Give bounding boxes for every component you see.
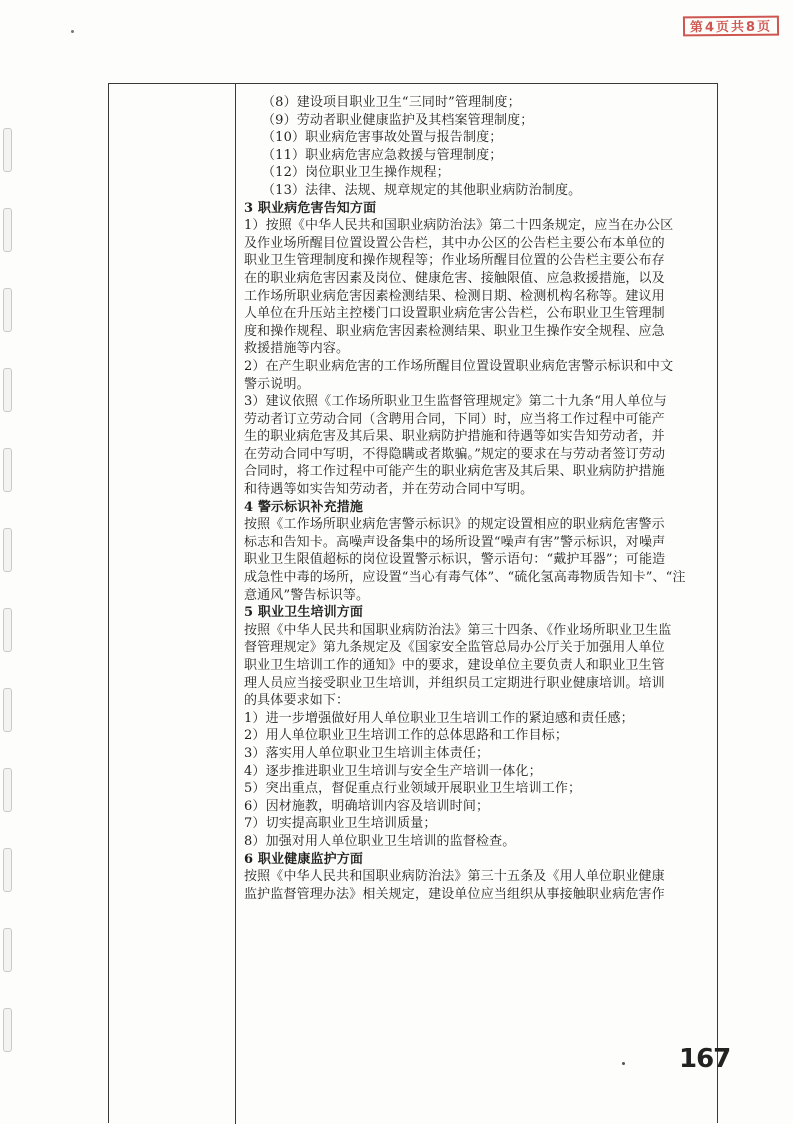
binding-hole (3, 928, 12, 972)
list-item: 3）落实用人单位职业卫生培训主体责任； (244, 745, 490, 761)
binding-hole (3, 368, 12, 412)
binding-hole (3, 128, 12, 172)
binding-hole (3, 608, 12, 652)
paragraph-line: 意通风”警告标识等。 (244, 587, 370, 603)
section-heading: 3 职业病危害告知方面 (244, 200, 377, 216)
paragraph-line: 的具体要求如下： (244, 693, 350, 709)
scan-speck (71, 30, 74, 33)
paragraph-line: 及作业场所醒目位置设置公告栏，其中办公区的公告栏主要公布本单位的 (244, 235, 665, 251)
paragraph-line: 监护监督管理办法》相关规定，建设单位应当组织从事接触职业病危害作 (244, 886, 665, 902)
paragraph-line: 工作场所职业病危害因素检测结果、检测日期、检测机构名称等。建议用 (244, 288, 665, 304)
section-heading: 5 职业卫生培训方面 (244, 605, 364, 621)
list-item: （8）建设项目职业卫生“三同时”管理制度； (262, 95, 521, 110)
section-heading: 4 警示标识补充措施 (244, 499, 364, 515)
paragraph-line: 职业卫生培训工作的通知》中的要求，建设单位主要负责人和职业卫生管 (244, 658, 665, 673)
binding-hole (3, 848, 12, 892)
list-item: （13）法律、法规、规章规定的其他职业病防治制度。 (262, 182, 582, 198)
page-count-stamp: 第4页共8页 (683, 16, 779, 37)
paragraph-line: 人单位在升压站主控楼门口设置职业病危害公告栏，公布职业卫生管理制 (244, 306, 665, 322)
list-item: 5）突出重点，督促重点行业领域开展职业卫生培训工作； (244, 781, 582, 797)
list-item: （11）职业病危害应急救援与管理制度； (262, 147, 503, 163)
binding-hole (3, 288, 12, 332)
binding-hole (3, 1008, 12, 1052)
paragraph-line: 和待遇等如实告知劳动者，并在劳动合同中写明。 (244, 482, 534, 498)
list-item: 7）切实提高职业卫生培训质量； (244, 816, 437, 832)
binding-hole (3, 448, 12, 492)
list-item: 1）进一步增强做好用人单位职业卫生培训工作的紧迫感和责任感； (244, 710, 634, 726)
binding-hole (3, 528, 12, 572)
binding-hole (3, 688, 12, 732)
binding-hole (3, 768, 12, 812)
table-column-divider (235, 84, 236, 1124)
list-item: 4）逐步推进职业卫生培训与安全生产培训一体化； (244, 763, 542, 779)
paragraph-line: 在的职业病危害因素及岗位、健康危害、接触限值、应急救援措施，以及 (244, 270, 665, 286)
list-item: 2）用人单位职业卫生培训工作的总体思路和工作目标； (244, 728, 569, 744)
section-heading: 6 职业健康监护方面 (244, 851, 364, 867)
paragraph-line: 标志和告知卡。高噪声设备集中的场所设置“噪声有害”警示标识，对噪声 (244, 534, 666, 550)
list-item: （12）岗位职业卫生操作规程； (262, 165, 450, 181)
paragraph-line: 按照《工作场所职业病危害警示标识》的规定设置相应的职业病危害警示 (244, 517, 665, 533)
paragraph-line: 生的职业病危害及其后果、职业病防护措施和待遇等如实告知劳动者，并 (244, 429, 665, 445)
paragraph-line: 3）建议依照《工作场所职业卫生监督管理规定》第二十九条“用人单位与 (244, 394, 667, 410)
page-number: 167 (679, 1044, 731, 1074)
paragraph-line: 职业卫生限值超标的岗位设置警示标识，警示语句：“戴护耳器”；可能造 (244, 552, 666, 568)
paragraph-line: 2）在产生职业病危害的工作场所醒目位置设置职业病危害警示标识和中文 (244, 358, 674, 374)
paragraph-line: 救援措施等内容。 (244, 341, 350, 357)
paragraph-line: 按照《中华人民共和国职业病防治法》第三十五条及《用人单位职业健康 (244, 869, 665, 885)
paragraph-line: 劳动者订立劳动合同（含聘用合同，下同）时，应当将工作过程中可能产 (244, 411, 665, 427)
footer-dot (622, 1062, 625, 1065)
list-item: 6）因材施教，明确培训内容及培训时间； (244, 798, 490, 814)
list-item: （9）劳动者职业健康监护及其档案管理制度； (262, 112, 534, 128)
paragraph-line: 成急性中毒的场所，应设置“当心有毒气体”、“硫化氢高毒物质告知卡”、“注 (244, 570, 686, 586)
paragraph-line: 在劳动合同中写明，不得隐瞒或者欺骗。”规定的要求在与劳动者签订劳动 (244, 446, 666, 462)
paragraph-line: 按照《中华人民共和国职业病防治法》第三十四条、《作业场所职业卫生监 (244, 622, 672, 638)
paragraph-line: 督管理规定》第九条规定及《国家安全监管总局办公厅关于加强用人单位 (244, 640, 665, 656)
list-item: （10）职业病危害事故处置与报告制度； (262, 130, 503, 146)
list-item: 8）加强对用人单位职业卫生培训的监督检查。 (244, 833, 516, 849)
paragraph-line: 职业卫生管理制度和操作规程等；作业场所醒目位置的公告栏主要公布存 (244, 253, 665, 269)
table-content-cell (244, 94, 712, 903)
paragraph-line: 警示说明。 (244, 376, 310, 392)
paragraph-line: 度和操作规程、职业病危害因素检测结果、职业卫生操作安全规程、应急 (244, 323, 665, 339)
binding-hole (3, 208, 12, 252)
paragraph-line: 合同时，将工作过程中可能产生的职业病危害及其后果、职业病防护措施 (244, 464, 665, 480)
paragraph-line: 1）按照《中华人民共和国职业病防治法》第二十四条规定，应当在办公区 (244, 218, 674, 234)
paragraph-line: 理人员应当接受职业卫生培训，并组织员工定期进行职业健康培训。培训 (244, 675, 665, 691)
